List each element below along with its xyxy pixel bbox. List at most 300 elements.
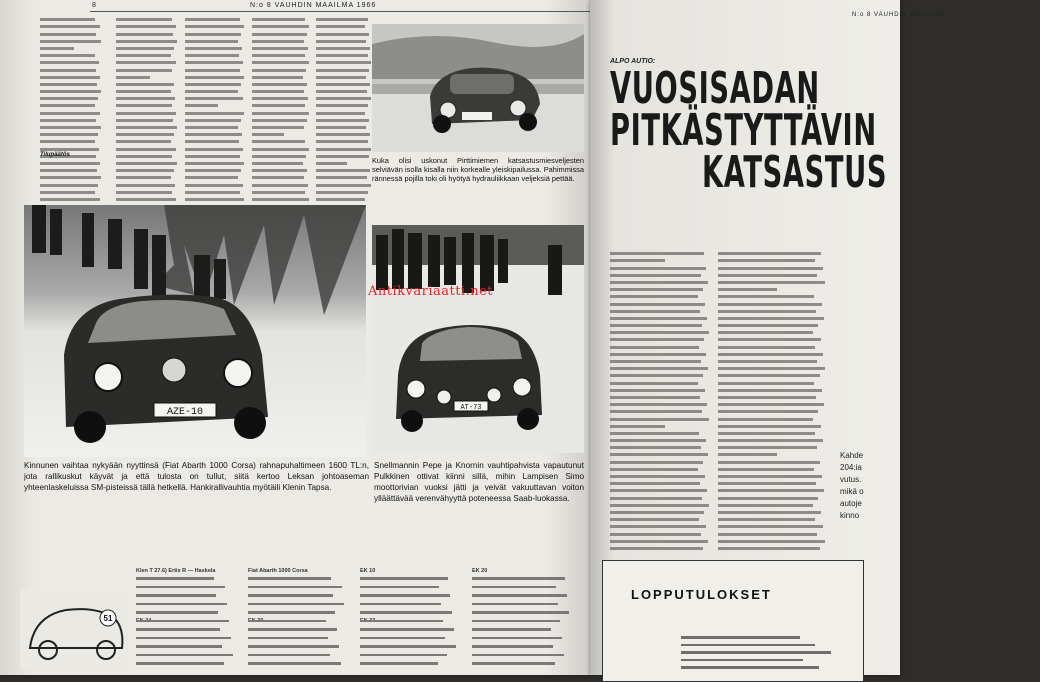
text-line: [116, 33, 173, 36]
text-line: [610, 439, 706, 442]
text-line: [718, 432, 815, 435]
text-line: [316, 176, 367, 179]
text-line: [116, 76, 150, 79]
text-line: [252, 140, 305, 143]
text-line: [718, 540, 825, 543]
results-text-line: [360, 586, 439, 589]
text-line: [316, 25, 365, 28]
text-line: [185, 140, 239, 143]
text-line: [185, 54, 239, 57]
results-text-line: [360, 577, 448, 580]
text-line: [252, 198, 309, 201]
header-rule: [90, 11, 590, 12]
results-text-line: [472, 654, 564, 657]
text-line: [185, 104, 218, 107]
results-text-line: [248, 645, 339, 648]
watermark: Antikvariaatti.net: [368, 284, 494, 299]
text-line: [40, 47, 74, 50]
title-line-2: PITKÄSTYTTÄVIN: [610, 105, 877, 156]
results-text-line: [248, 603, 344, 606]
photo-vw-rally: [24, 205, 366, 457]
rally-car-vw: [64, 295, 268, 443]
results-text-line: [360, 594, 450, 597]
text-line: [116, 119, 173, 122]
results-text-line: [136, 654, 233, 657]
text-line: [718, 511, 821, 514]
text-line: [185, 119, 241, 122]
text-line: [185, 191, 240, 194]
results-text-line: [472, 628, 551, 631]
text-line: [185, 112, 244, 115]
results-text-line: [248, 586, 342, 589]
text-line: [610, 374, 703, 377]
text-line: [116, 54, 171, 57]
text-line: [252, 126, 304, 129]
text-line: [610, 353, 706, 356]
text-line: [610, 396, 700, 399]
text-line: [610, 461, 703, 464]
text-line: [252, 61, 309, 64]
text-line: [116, 112, 176, 115]
text-line: [718, 374, 820, 377]
text-line: [40, 191, 95, 194]
caption-vw: Kinnunen vaihtaa nykyään nyyttinsä (Fiat Abarth 1000 Corsa) rahnapuhaltimeen 1600 TL:n, jota rallikuskut käyvät ja että tulosta on tullut, siitä kertoo Leksan johtoaseman yhteenlaskeluissa SM-pisteissä tällä hetkellä. Hankirallivauhtia myötäili Klenin Tapsa.: [24, 461, 369, 492]
text-line: [185, 47, 242, 50]
results-text-line: [248, 654, 330, 657]
text-line: [40, 119, 96, 122]
text-line: [40, 112, 100, 115]
text-line: [610, 511, 704, 514]
results-heading: Klen T 27.6) Ertis R — Haskela: [136, 568, 216, 574]
text-line: [610, 274, 701, 277]
text-line: [252, 76, 303, 79]
text-line: [185, 69, 240, 72]
text-line: [718, 331, 813, 334]
text-line: [610, 418, 709, 421]
text-line: [116, 184, 175, 187]
title-line-1: VUOSISADAN: [610, 63, 820, 114]
text-line: [610, 360, 701, 363]
article-author: ALPO AUTIO:: [610, 58, 656, 65]
text-line: [610, 259, 665, 262]
plate-right: AT-73: [460, 404, 482, 412]
text-line: [185, 162, 244, 165]
text-line: [316, 54, 368, 57]
text-line: [718, 525, 823, 528]
results-text-line: [248, 620, 326, 623]
text-line: [252, 25, 309, 28]
text-line: [40, 126, 101, 129]
text-line: [116, 191, 172, 194]
side-fragment: kinno: [840, 511, 860, 520]
text-line: [116, 162, 177, 165]
results-text-line: [360, 611, 452, 614]
text-line: [316, 198, 365, 201]
text-line: [252, 119, 307, 122]
text-line: [610, 252, 704, 255]
text-line: [252, 47, 308, 50]
results-text-line: [472, 577, 565, 580]
right-page-header: N:o 8 VAUHDIN MAAILMA: [852, 12, 945, 18]
text-line: [718, 338, 821, 341]
text-line: [718, 288, 777, 291]
article-column-5: [316, 14, 372, 204]
text-line: [718, 468, 814, 471]
text-line: [252, 148, 309, 151]
text-line: [316, 97, 371, 100]
results-text-line: [472, 620, 560, 623]
text-line: [116, 169, 174, 172]
text-line: [610, 267, 706, 270]
text-line: [185, 97, 243, 100]
text-line: [718, 439, 823, 442]
text-line: [40, 61, 99, 64]
text-line: [316, 47, 370, 50]
results-box: [602, 560, 864, 682]
text-line: [185, 184, 243, 187]
results-entry-line: [681, 636, 800, 639]
results-text-line: [360, 628, 454, 631]
text-line: [40, 25, 100, 28]
text-line: [718, 367, 825, 370]
text-line: [718, 303, 822, 306]
text-line: [718, 475, 822, 478]
text-line: [610, 525, 706, 528]
text-line: [610, 303, 705, 306]
text-line: [185, 169, 241, 172]
side-fragment: 204:ia: [840, 463, 862, 472]
results-text-line: [248, 611, 335, 614]
text-line: [718, 274, 817, 277]
text-line: [610, 518, 699, 521]
text-line: [718, 461, 820, 464]
text-line: [610, 410, 702, 413]
text-line: [252, 69, 306, 72]
text-line: [718, 547, 820, 550]
text-line: [252, 133, 284, 136]
results-text-line: [248, 594, 333, 597]
text-line: [185, 18, 240, 21]
right-article-column-1: [610, 248, 710, 548]
text-line: [610, 482, 700, 485]
text-line: [185, 33, 241, 36]
text-line: [116, 155, 172, 158]
cartoon-car-illustration: [20, 590, 130, 670]
svg-text:51: 51: [103, 614, 113, 623]
text-line: [185, 40, 238, 43]
text-line: [718, 281, 825, 284]
text-line: [718, 418, 813, 421]
text-line: [718, 453, 777, 456]
text-line: [610, 310, 700, 313]
results-text-line: [136, 662, 224, 665]
text-line: [610, 446, 701, 449]
results-text-line: [472, 603, 558, 606]
photo-car-forest: [372, 24, 584, 152]
text-line: [40, 198, 100, 201]
results-text-line: [360, 637, 445, 640]
results-text-line: [248, 662, 341, 665]
text-line: [185, 76, 244, 79]
text-line: [116, 148, 176, 151]
results-entry-line: [681, 659, 803, 662]
text-line: [610, 453, 708, 456]
results-text-line: [136, 637, 231, 640]
text-line: [316, 162, 347, 165]
text-line: [610, 331, 709, 334]
text-line: [316, 169, 370, 172]
results-text-line: [472, 662, 555, 665]
text-line: [116, 198, 176, 201]
text-line: [40, 162, 100, 165]
text-line: [40, 76, 100, 79]
left-page-number: 8: [92, 2, 97, 9]
text-line: [252, 104, 305, 107]
results-title: LOPPUTULOKSET: [631, 587, 772, 602]
text-line: [116, 40, 177, 43]
text-line: [718, 360, 817, 363]
left-page-header: N:o 8 VAUHDIN MAAILMA 1966: [250, 2, 377, 9]
text-line: [718, 295, 814, 298]
side-fragment: mikä o: [840, 487, 864, 496]
text-line: [185, 148, 243, 151]
text-line: [610, 497, 702, 500]
caption-top-photo: Kuka olisi uskonut Pirttimiemen katsastusmiesveljesten selviävän isolla kisalla niin korkealle yleiskipailussa. Pahimmissa rännessä pojilla toki oli hyötyä hydrauliikkaan veljeksiä pettää.: [372, 156, 584, 184]
text-line: [40, 104, 95, 107]
results-heading: Fiat Abarth 1000 Corsa: [248, 568, 308, 574]
text-line: [718, 482, 816, 485]
text-line: [252, 184, 308, 187]
text-line: [252, 54, 305, 57]
text-line: [610, 389, 705, 392]
text-line: [252, 112, 309, 115]
text-line: [316, 83, 370, 86]
text-line: [316, 155, 369, 158]
text-line: [40, 33, 96, 36]
text-line: [610, 295, 698, 298]
results-entry-line: [681, 651, 831, 654]
text-line: [116, 104, 172, 107]
photo-saab-rally: [372, 225, 584, 453]
text-line: [40, 40, 101, 43]
text-line: [718, 497, 818, 500]
text-line: [610, 338, 704, 341]
text-line: [252, 33, 307, 36]
text-line: [718, 403, 824, 406]
right-page: [590, 0, 945, 675]
text-line: [610, 489, 707, 492]
text-line: [316, 184, 371, 187]
text-line: [610, 468, 698, 471]
text-line: [718, 310, 816, 313]
text-line: [316, 148, 371, 151]
text-line: [185, 133, 242, 136]
text-line: [718, 259, 815, 262]
race-results-fragment: [136, 568, 586, 675]
text-line: [718, 425, 821, 428]
text-line: [718, 533, 817, 536]
text-line: [116, 176, 171, 179]
text-line: [610, 367, 708, 370]
side-fragment: autoje: [840, 499, 862, 508]
title-line-3: KATSASTUS: [702, 147, 888, 198]
results-text-line: [136, 628, 220, 631]
text-line: [116, 90, 171, 93]
text-line: [316, 119, 369, 122]
text-line: [718, 518, 815, 521]
text-line: [718, 267, 823, 270]
plate-left: AZE-10: [166, 407, 204, 418]
text-line: [316, 140, 368, 143]
text-line: [40, 176, 101, 179]
text-line: [252, 40, 304, 43]
text-line: [316, 191, 368, 194]
side-fragment: vutus.: [840, 475, 862, 484]
text-line: [610, 432, 699, 435]
results-heading: EK 20: [472, 568, 488, 574]
text-line: [185, 198, 244, 201]
text-line: [316, 33, 369, 36]
text-line: [252, 155, 306, 158]
results-entry-line: [681, 644, 815, 647]
results-text-line: [136, 586, 225, 589]
side-fragment: Kahde: [840, 451, 864, 460]
text-line: [116, 133, 174, 136]
results-text-line: [136, 594, 216, 597]
text-line: [316, 133, 370, 136]
text-line: [718, 346, 815, 349]
text-line: [252, 162, 303, 165]
text-line: [610, 547, 703, 550]
text-line: [718, 353, 823, 356]
text-line: [610, 403, 707, 406]
text-line: [252, 18, 305, 21]
text-line: [316, 126, 366, 129]
text-line: [40, 83, 97, 86]
text-line: [316, 69, 369, 72]
results-text-line: [360, 620, 443, 623]
text-line: [40, 97, 98, 100]
results-heading: EK 10: [360, 568, 376, 574]
article-column-2: [116, 14, 178, 204]
right-article-column-2: [718, 248, 826, 548]
text-line: [718, 396, 816, 399]
column-subhead: Tilupäätös: [40, 152, 70, 158]
text-line: [116, 61, 176, 64]
text-line: [316, 90, 367, 93]
text-line: [116, 97, 175, 100]
results-text-line: [472, 645, 553, 648]
article-column-3: [185, 14, 245, 204]
text-line: [610, 317, 707, 320]
text-line: [40, 184, 98, 187]
text-line: [185, 155, 240, 158]
text-line: [718, 489, 824, 492]
text-line: [252, 83, 307, 86]
text-line: [40, 90, 101, 93]
text-line: [40, 18, 95, 21]
text-line: [718, 410, 818, 413]
text-line: [252, 191, 305, 194]
results-text-line: [136, 603, 227, 606]
text-line: [610, 288, 703, 291]
text-line: [316, 104, 368, 107]
text-line: [610, 346, 699, 349]
side-text-fragments: [840, 450, 900, 522]
text-line: [252, 169, 307, 172]
text-line: [610, 540, 708, 543]
text-line: [610, 475, 705, 478]
text-line: [316, 76, 366, 79]
text-line: [40, 69, 96, 72]
results-entry-line: [681, 666, 819, 669]
text-line: [252, 176, 304, 179]
text-line: [40, 169, 97, 172]
results-text-line: [472, 586, 556, 589]
text-line: [718, 446, 817, 449]
text-line: [116, 126, 177, 129]
text-line: [185, 61, 243, 64]
text-line: [116, 83, 174, 86]
text-line: [610, 533, 701, 536]
caption-saab: Snellmannin Pepe ja Knornin vauhtipahvista vapautunut Pulkkinen ottivat kiinni sillä, mihin Lampisen Simo moottorivian vuoksi jätti ja veivät vakuuttavan voiton ylläättävää verenvähyyttä poteneessa Saab-luokassa.: [374, 461, 584, 503]
text-line: [316, 112, 365, 115]
text-line: [40, 54, 95, 57]
results-text-line: [136, 611, 218, 614]
results-text-line: [248, 628, 337, 631]
text-line: [718, 317, 824, 320]
text-line: [610, 382, 698, 385]
text-line: [610, 425, 665, 428]
text-line: [252, 97, 308, 100]
results-text-line: [360, 654, 447, 657]
text-line: [185, 176, 238, 179]
text-line: [116, 18, 172, 21]
text-line: [185, 90, 238, 93]
text-line: [316, 61, 371, 64]
text-line: [40, 133, 98, 136]
results-text-line: [248, 577, 331, 580]
text-line: [610, 504, 709, 507]
text-line: [185, 126, 238, 129]
text-line: [718, 382, 814, 385]
results-text-line: [360, 645, 456, 648]
results-text-line: [472, 637, 562, 640]
results-text-line: [136, 577, 214, 580]
rally-car-saab: [396, 325, 542, 432]
text-line: [116, 140, 171, 143]
results-text-line: [136, 645, 222, 648]
article-title: [610, 63, 1040, 198]
text-line: [718, 504, 813, 507]
text-line: [40, 148, 99, 151]
text-line: [116, 47, 174, 50]
text-line: [316, 18, 368, 21]
results-text-line: [360, 662, 438, 665]
results-text-line: [136, 620, 229, 623]
article-column-4: [252, 14, 310, 204]
text-line: [610, 324, 702, 327]
text-line: [718, 389, 822, 392]
text-line: [185, 25, 244, 28]
results-text-line: [248, 637, 328, 640]
text-line: [185, 83, 241, 86]
results-text-line: [360, 603, 441, 606]
text-line: [316, 40, 366, 43]
results-text-line: [472, 594, 567, 597]
text-line: [610, 281, 708, 284]
results-lines: [681, 631, 851, 674]
